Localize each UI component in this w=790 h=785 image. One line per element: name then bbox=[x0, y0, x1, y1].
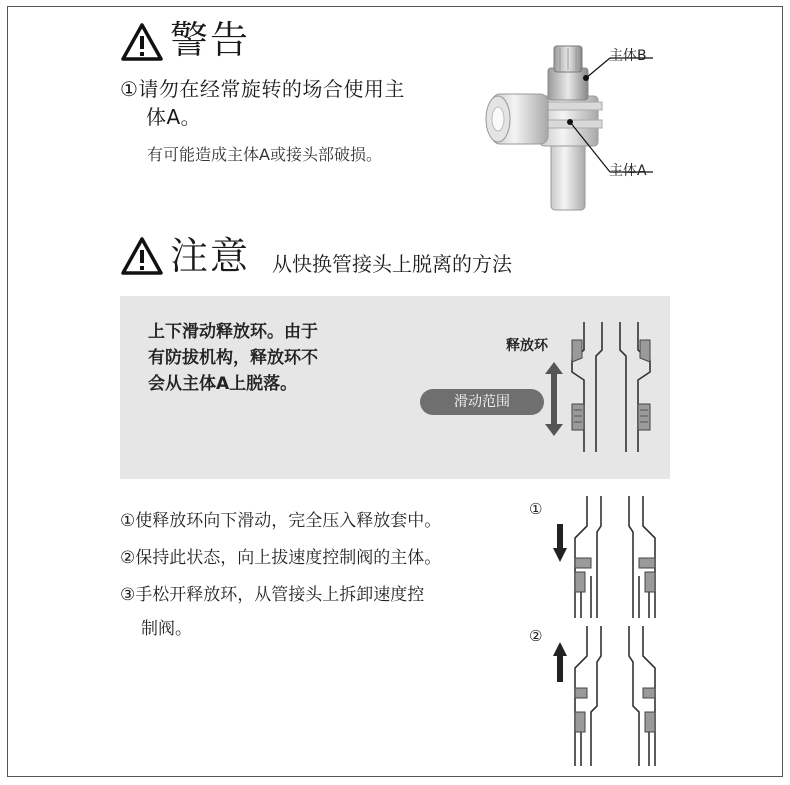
box-line-2: 有防拔机构，释放环不 bbox=[148, 348, 318, 368]
step-3a: ③手松开释放环，从管接头上拆卸速度控 bbox=[120, 585, 425, 605]
box-line-1: 上下滑动释放环。由于 bbox=[148, 322, 318, 342]
box-line-3: 会从主体A上脱落。 bbox=[148, 374, 298, 394]
figure-2-label: ② bbox=[529, 627, 543, 645]
step-1-cross-section bbox=[553, 496, 663, 618]
step-2-cross-section bbox=[553, 626, 663, 766]
step-1: ①使释放环向下滑动，完全压入释放套中。 bbox=[120, 511, 442, 531]
double-arrow-icon bbox=[544, 362, 564, 436]
warning-title: 警告 bbox=[170, 18, 251, 62]
speed-controller-illustration bbox=[478, 40, 678, 215]
body-b-label: 主体B bbox=[609, 48, 647, 64]
figure-1-label: ① bbox=[529, 500, 543, 518]
warning-line-2: 体A。 bbox=[146, 105, 202, 129]
slide-range-badge: 滑动范围 bbox=[420, 389, 544, 415]
caution-triangle-icon bbox=[120, 236, 164, 276]
caution-subtitle: 从快换管接头上脱离的方法 bbox=[272, 252, 512, 276]
release-ring-cross-section bbox=[568, 322, 654, 452]
release-ring-label: 释放环 bbox=[506, 338, 548, 354]
step-3b: 制阀。 bbox=[141, 619, 192, 639]
warning-line-1: ①请勿在经常旋转的场合使用主 bbox=[120, 77, 405, 101]
step-2: ②保持此状态，向上拔速度控制阀的主体。 bbox=[120, 548, 442, 568]
warning-triangle-icon bbox=[120, 22, 164, 62]
warning-note: 有可能造成主体A或接头部破损。 bbox=[147, 145, 382, 164]
body-a-label: 主体A bbox=[609, 163, 647, 179]
caution-title: 注意 bbox=[170, 234, 251, 278]
